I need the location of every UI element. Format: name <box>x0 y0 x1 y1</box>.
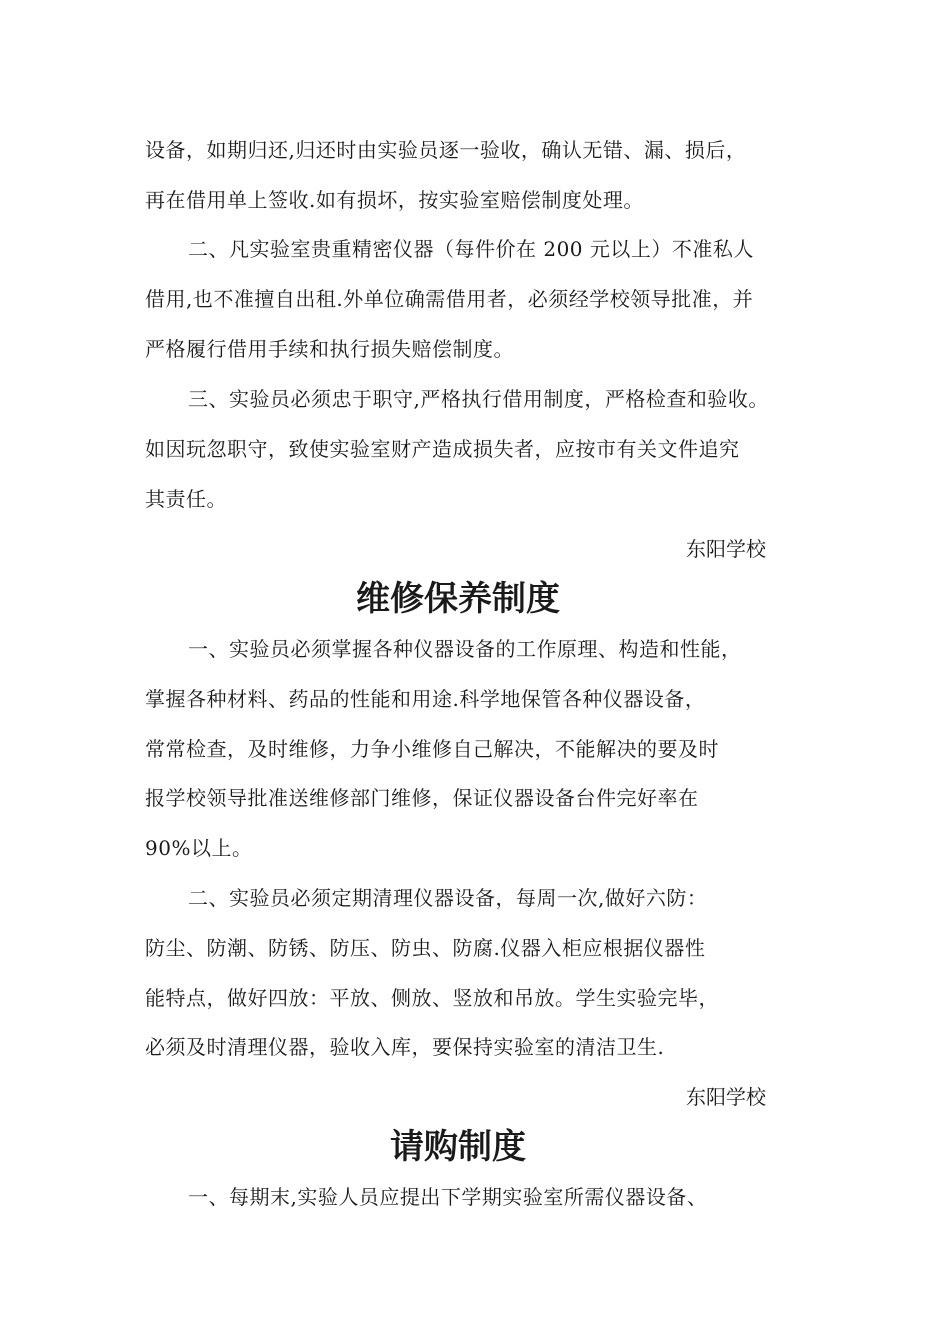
signature: 东阳学校 <box>686 537 766 561</box>
paragraph-line: 防尘、防潮、防锈、防压、防虫、防腐.仪器入柜应根据仪器性 <box>145 936 706 960</box>
paragraph-line: 能特点，做好四放：平放、侧放、竖放和吊放。学生实验完毕， <box>145 986 719 1010</box>
paragraph-line: 90%以上。 <box>145 836 253 860</box>
paragraph-line: 如因玩忽职守，致使实验室财产造成损失者，应按市有关文件追究 <box>145 437 740 461</box>
paragraph-line: 报学校领导批准送维修部门维修，保证仪器设备台件完好率在 <box>145 786 699 810</box>
paragraph-line: 必须及时清理仪器，验收入库，要保持实验室的清洁卫生. <box>145 1035 665 1059</box>
section-title: 维修保养制度 <box>356 579 560 619</box>
paragraph-line: 常常检查，及时维修，力争小维修自己解决，不能解决的要及时 <box>145 737 719 761</box>
paragraph-line: 再在借用单上签收.如有损坏，按实验室赔偿制度处理。 <box>145 188 644 212</box>
paragraph-line: 二、凡实验室贵重精密仪器（每件价在 200 元以上）不准私人 <box>188 237 754 261</box>
paragraph-line: 严格履行借用手续和执行损失赔偿制度。 <box>145 337 514 361</box>
paragraph-line: 借用,也不准擅自出租.外单位确需借用者，必须经学校领导批准，并 <box>145 287 754 311</box>
paragraph-line: 三、实验员必须忠于职守,严格执行借用制度，严格检查和验收。 <box>188 387 769 411</box>
paragraph-line: 一、每期末,实验人员应提出下学期实验室所需仪器设备、 <box>188 1185 708 1209</box>
section-title: 请购制度 <box>390 1127 526 1167</box>
paragraph-line: 其责任。 <box>145 487 227 511</box>
paragraph-line: 掌握各种材料、药品的性能和用途.科学地保管各种仪器设备， <box>145 687 706 711</box>
paragraph-line: 一、实验员必须掌握各种仪器设备的工作原理、构造和性能， <box>188 637 742 661</box>
paragraph-line: 二、实验员必须定期清理仪器设备，每周一次,做好六防： <box>188 886 708 910</box>
signature: 东阳学校 <box>686 1085 766 1109</box>
paragraph-line: 设备，如期归还,归还时由实验员逐一验收，确认无错、漏、损后， <box>145 138 747 162</box>
